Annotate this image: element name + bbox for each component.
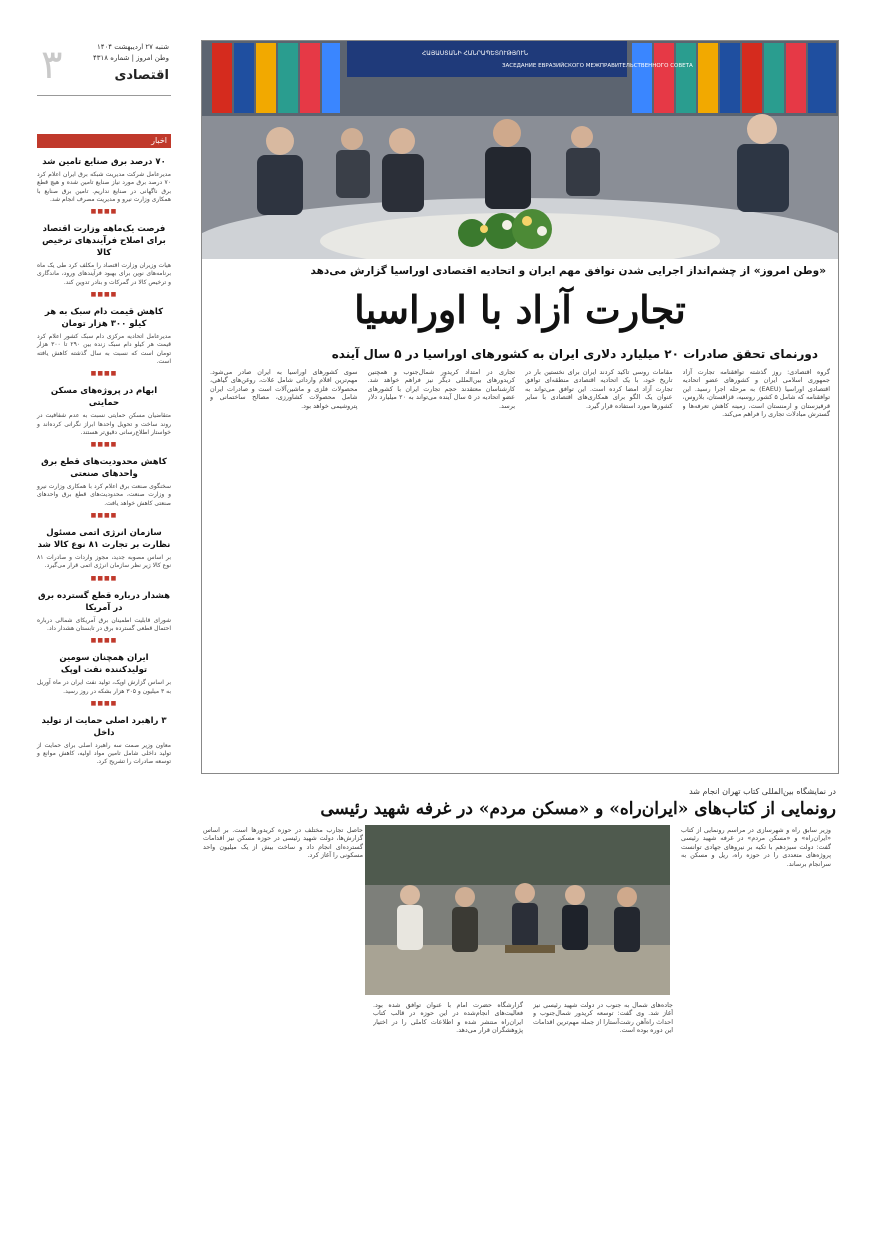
article-column — [373, 1001, 523, 1231]
brief-title: هشدار درباره قطع گسترده برق در آمریکا — [37, 590, 171, 613]
brief-separator: ■■■■ — [90, 574, 118, 582]
column-text: گروه اقتصادی: روز گذشته توافقنامه تجارت آزاد جمهوری اسلامی ایران و کشورهای عضو اتحادیه اقتصادی اوراسیا (EAEU) به مرحله اجرا رسید. این توافقنامه که شامل ۵ کشور روسیه، قزاقستان، بلاروس، قرقیزستان و ارمنستان است، زمینه کاهش تعرفه‌ها و گسترش مبادلات تجاری را فراهم می‌کند. — [682, 368, 830, 419]
news-brief — [37, 527, 171, 571]
article-column — [368, 368, 516, 766]
banner-russian: ЗАСЕДАНИЕ ЕВРАЗИЙСКОГО МЕЖПРАВИТЕЛЬСТВЕННОГО СОВЕТА — [502, 63, 693, 69]
brief-body: متقاضیان مسکن حمایتی نسبت به عدم شفافیت در روند ساخت و تحویل واحدها ابراز نگرانی کرده‌اند و خواستار اطلاع‌رسانی دقیق‌تر هستند. — [37, 412, 171, 436]
lower-article-kicker: در نمایشگاه بین‌المللی کتاب تهران انجام شد — [689, 787, 836, 796]
article-column — [681, 826, 831, 1231]
brief-title: ابهام در پروژه‌های مسکن حمایتی — [50, 386, 158, 409]
brief-title: فرصت یک‌ماهه وزارت اقتصاد برای اصلاح فرآیندهای ترخیص کالا — [42, 224, 166, 259]
news-brief — [37, 652, 171, 696]
article-column — [210, 368, 358, 766]
news-brief — [37, 156, 171, 204]
brief-separator: ■■■■ — [90, 699, 118, 707]
article-subhead: دورنمای تحقق صادرات ۲۰ میلیارد دلاری ایران به کشورهای اوراسیا در ۵ سال آینده — [331, 347, 818, 361]
section-title: اقتصادی — [114, 68, 169, 83]
brief-body: معاون وزیر صمت سه راهبرد اصلی برای حمایت از تولید داخلی شامل تامین مواد اولیه، کاهش موانع و توسعه صادرات را تشریح کرد. — [37, 741, 171, 766]
article-column — [525, 368, 673, 766]
column-text: وزیر سابق راه و شهرسازی در مراسم رونمایی از کتاب «ایران‌راه» و «مسکن مردم» در غرفه شهید رئیسی گفت: دولت سیزدهم با تکیه بر نیروهای جهادی توانست پروژه‌های متعددی را در حوزه راه، ریل و مسکن به سرانجام برساند. — [681, 826, 831, 868]
brief-separator: ■■■■ — [90, 291, 118, 299]
news-briefs-column — [37, 40, 171, 1235]
lower-article-headline: رونمایی از کتاب‌های «ایران‌راه» و «مسکن مردم» در غرفه شهید رئیسی — [320, 799, 836, 819]
column-text: تجاری در امتداد کریدور شمال‌جنوب و همچنین کریدورهای بین‌المللی دیگر نیز فراهم خواهد شد. کارشناسان معتقدند حجم تجارت ایران با کشورهای عضو اتحادیه در ۵ سال آینده می‌تواند به ۲۰ میلیارد دلار برسد. — [367, 368, 515, 410]
issue-date: شنبه ۲۷ اردیبهشت ۱۴۰۴ — [97, 43, 169, 51]
brief-title: ایران همچنان سومین تولیدکننده نفت اوپک — [59, 653, 149, 676]
brief-separator: ■■■■ — [90, 208, 118, 216]
column-text: گزارشگاه حضرت امام با عنوان توافق شده بود. فعالیت‌های انجام‌شده در این حوزه در قالب کتاب ایران‌راه منتشر شده و اطلاعات کاملی را در اختیار پژوهشگران قرار می‌دهد. — [373, 1001, 523, 1035]
brief-title: سازمان انرژی اتمی مسئول نظارت بر تجارت ۸۱ نوع کالا شد — [37, 528, 171, 551]
article-body — [210, 368, 830, 766]
news-brief — [37, 715, 171, 767]
brief-separator: ■■■■ — [90, 370, 118, 378]
article-column — [683, 368, 831, 766]
brief-body: هیات وزیران وزارت اقتصاد را مکلف کرد طی یک ماه برنامه‌های نوین برای بهبود فرآیندهای ورود، ماندگاری و ترخیص کالا در گمرکات و بنادر تدوین کند. — [37, 262, 171, 286]
lower-article-body — [203, 826, 838, 1236]
news-brief — [37, 456, 171, 508]
masthead-info — [93, 42, 169, 64]
brief-title: کاهش محدودیت‌های قطع برق واحدهای صنعتی — [41, 457, 167, 480]
brief-separator: ■■■■ — [90, 637, 118, 645]
news-brief — [37, 223, 171, 287]
column-text: سوی کشورهای اوراسیا به ایران صادر می‌شود. مهم‌ترین اقلام وارداتی شامل غلات، روغن‌های گیاهی، محصولات فلزی و ماشین‌آلات است و صادرات ایران شامل محصولات کشاورزی، مصالح ساختمانی و پتروشیمی خواهد بود. — [210, 368, 358, 410]
brief-body: سخنگوی صنعت برق اعلام کرد با همکاری وزارت نیرو و وزارت صنعت، محدودیت‌های قطع برق واحدهای صنعتی کاهش خواهد یافت. — [37, 483, 171, 507]
brief-body: بر اساس مصوبه جدید، مجوز واردات و صادرات ۸۱ نوع کالا زیر نظر سازمان انرژی اتمی قرار می‌گیرد. — [37, 554, 171, 570]
brief-separator: ■■■■ — [90, 441, 118, 449]
article-kicker: «وطن امروز» از چشم‌انداز اجرایی شدن توافق مهم ایران و اتحادیه اقتصادی اوراسیا گزارش می‌دهد — [310, 265, 826, 277]
brief-body: شورای قابلیت اطمینان برق آمریکای شمالی درباره احتمال قطعی گسترده برق در تابستان هشدار داد. — [37, 616, 171, 632]
brief-body: مدیرعامل شرکت مدیریت شبکه برق ایران اعلام کرد ۷۰ درصد برق مورد نیاز صنایع تامین شده و هیچ قطع برق ناگهانی در صنایع نداریم. تامین برق صنایع با همکاری وزارت نیرو و مدیریت مصرف انجام شد. — [37, 171, 171, 203]
brief-title: کاهش قیمت دام سبک به هر کیلو ۳۰۰ هزار تومان — [44, 307, 164, 330]
masthead — [37, 40, 171, 96]
banner-armenian: ՀԱՅԱՍՏԱՆԻ ՀԱՆՐԱՊԵՏՈՒԹՅՈՒՆ — [422, 50, 529, 57]
article-headline: تجارت آزاد با اوراسیا — [354, 287, 686, 332]
news-brief — [37, 590, 171, 634]
brief-title: ۳ راهبرد اصلی حمایت از تولید داخل — [41, 715, 167, 738]
column-text: جاده‌های شمال به جنوب در دولت شهید رئیسی نیز آغاز شد. وی گفت: توسعه کریدور شمال‌جنوب و احداث راه‌آهن رشت‌آستارا از جمله مهم‌ترین اقدامات این دوره بوده است. — [533, 1001, 673, 1035]
article-column — [533, 1001, 673, 1231]
article-column — [203, 826, 363, 1231]
brief-title: ۷۰ درصد برق صنایع تامین شد — [42, 157, 166, 167]
brief-body: بر اساس گزارش اوپک، تولید نفت ایران در ماه آوریل به ۳ میلیون و ۳۰۵ هزار بشکه در روز رسید. — [37, 679, 171, 695]
column-text: مقامات روسی تاکید کردند ایران برای نخستین بار در تاریخ خود، با یک اتحادیه اقتصادی منطقه‌ای توافق تجارت آزاد امضا کرده است. این توافق می‌تواند به عنوان یک الگو برای همکاری‌های اقتصادی با سایر کشورها مورد استفاده قرار گیرد. — [525, 368, 673, 410]
column-text: حاصل تجارب مختلف در حوزه کریدورها است. بر اساس گزارش‌ها، دولت شهید رئیسی در حوزه مسکن نیز اقدامات گسترده‌ای انجام داد و ساخت بیش از یک میلیون واحد مسکونی را آغاز کرد. — [203, 826, 363, 860]
news-brief — [37, 306, 171, 366]
page-number: ۳ — [41, 42, 63, 88]
summit-photo-illustration — [202, 41, 838, 259]
news-brief — [37, 385, 171, 437]
paper-issue: وطن امروز | شماره ۴۳۱۸ — [93, 54, 169, 62]
brief-separator: ■■■■ — [90, 512, 118, 520]
main-article — [201, 40, 839, 774]
briefs-label: اخبار — [37, 134, 171, 148]
brief-body: مدیرعامل اتحادیه مرکزی دام سبک کشور اعلام کرد قیمت هر کیلو دام سبک زنده بین ۲۹۰ تا ۳۰۰ هزار تومان است که نسبت به سال گذشته کاهش یافته است. — [37, 333, 171, 365]
summit-photo — [202, 41, 838, 259]
